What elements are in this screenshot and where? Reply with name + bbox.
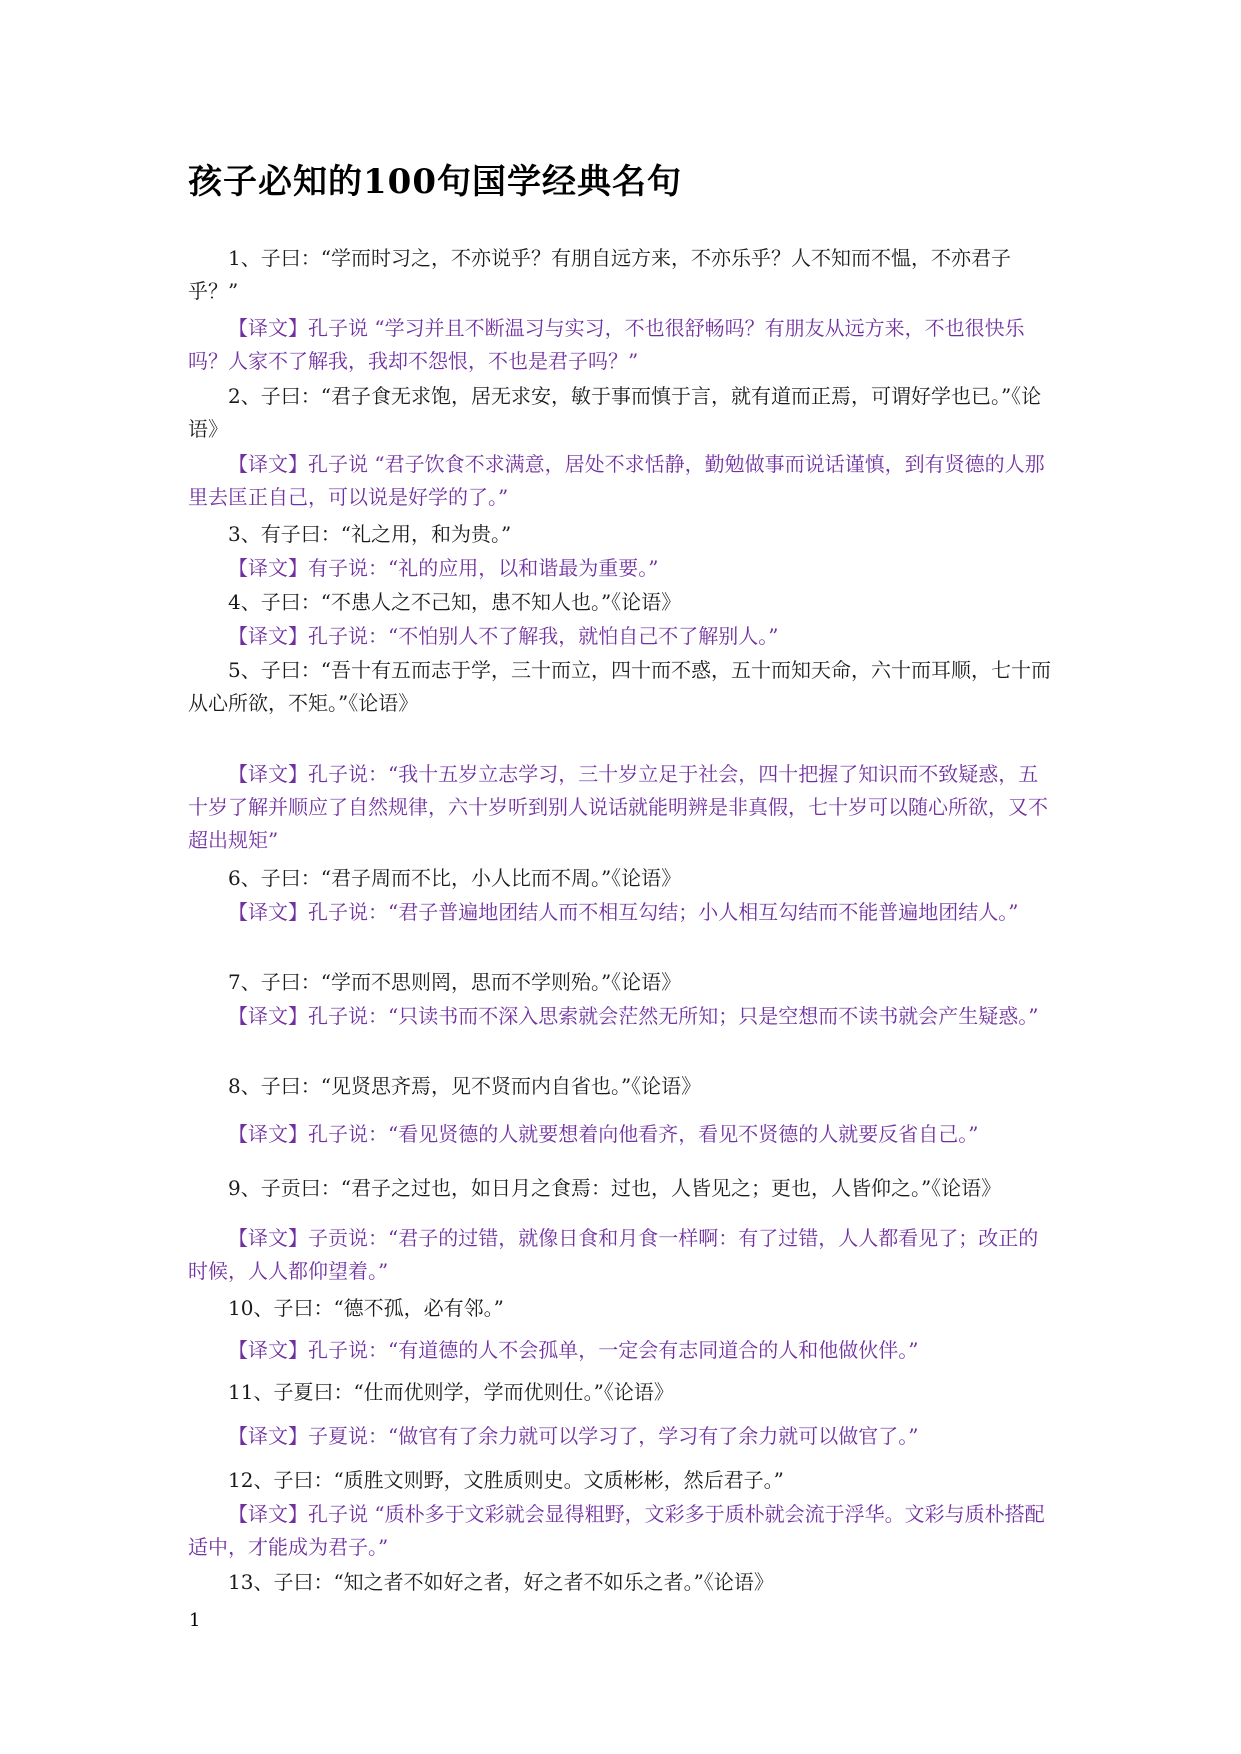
quote-6 xyxy=(188,862,1056,895)
translation-9 xyxy=(188,1222,1056,1288)
translation-tag: 【译文】 xyxy=(228,900,308,924)
quote-text: 8、子曰：“见贤思齐焉，见不贤而内自省也。”《论语》 xyxy=(228,1074,702,1098)
translation-tag: 【译文】 xyxy=(228,1122,308,1146)
translation-tag: 【译文】 xyxy=(228,556,308,580)
page-number: 1 xyxy=(189,1610,201,1631)
translation-11 xyxy=(188,1420,1056,1453)
translation-tag: 【译文】 xyxy=(228,1226,308,1250)
translation-1 xyxy=(188,312,1056,378)
translation-tag: 【译文】 xyxy=(228,1502,308,1526)
quote-text: 9、子贡曰：“君子之过也，如日月之食焉：过也，人皆见之；更也，人皆仰之。”《论语》 xyxy=(228,1176,1002,1200)
translation-7 xyxy=(188,1000,1056,1033)
translation-text: 孔子说：“只读书而不深入思索就会茫然无所知；只是空想而不读书就会产生疑惑。” xyxy=(308,1004,1039,1028)
quote-11 xyxy=(188,1376,1056,1409)
quote-12 xyxy=(188,1464,1056,1497)
translation-text: 孔子说：“我十五岁立志学习，三十岁立足于社会，四十把握了知识而不致疑惑，五十岁了解并顺应了自然规律，六十岁听到别人说话就能明辨是非真假，七十岁可以随心所欲，又不超出规矩” xyxy=(188,762,1048,852)
quote-text: 3、有子曰：“礼之用，和为贵。” xyxy=(228,522,512,546)
quote-5 xyxy=(188,654,1056,720)
translation-12 xyxy=(188,1498,1056,1564)
quote-text: 11、子夏曰：“仕而优则学，学而优则仕。”《论语》 xyxy=(228,1380,674,1404)
translation-text: 子贡说：“君子的过错，就像日食和月食一样啊：有了过错，人人都看见了；改正的时候，人人都仰望着。” xyxy=(188,1226,1039,1283)
quote-text: 13、子曰：“知之者不如好之者，好之者不如乐之者。”《论语》 xyxy=(228,1570,774,1594)
quote-text: 6、子曰：“君子周而不比，小人比而不周。”《论语》 xyxy=(228,866,682,890)
quote-10 xyxy=(188,1292,1056,1325)
quote-4 xyxy=(188,586,1056,619)
quote-7 xyxy=(188,966,1056,999)
translation-text: 孔子说 “质朴多于文彩就会显得粗野，文彩多于质朴就会流于浮华。文彩与质朴搭配适中，才能成为君子。” xyxy=(188,1502,1045,1559)
translation-text: 孔子说：“看见贤德的人就要想着向他看齐，看见不贤德的人就要反省自己。” xyxy=(308,1122,979,1146)
translation-text: 子夏说：“做官有了余力就可以学习了，学习有了余力就可以做官了。” xyxy=(308,1424,919,1448)
quote-3 xyxy=(188,518,1056,551)
quote-text: 10、子曰：“德不孤，必有邻。” xyxy=(228,1296,504,1320)
translation-tag: 【译文】 xyxy=(228,316,308,340)
translation-tag: 【译文】 xyxy=(228,452,308,476)
translation-2 xyxy=(188,448,1056,514)
translation-text: 孔子说：“不怕别人不了解我，就怕自己不了解别人。” xyxy=(308,624,779,648)
quote-text: 4、子曰：“不患人之不己知，患不知人也。”《论语》 xyxy=(228,590,682,614)
translation-text: 孔子说 “学习并且不断温习与实习，不也很舒畅吗？有朋友从远方来，不也很快乐吗？人家不了解我，我却不怨恨，不也是君子吗？” xyxy=(188,316,1025,373)
quote-9 xyxy=(188,1172,1056,1205)
translation-tag: 【译文】 xyxy=(228,1424,308,1448)
quote-8 xyxy=(188,1070,1056,1103)
translation-6 xyxy=(188,896,1056,929)
translation-8 xyxy=(188,1118,1056,1151)
translation-tag: 【译文】 xyxy=(228,1004,308,1028)
translation-tag: 【译文】 xyxy=(228,762,308,786)
quote-1 xyxy=(188,242,1056,308)
translation-tag: 【译文】 xyxy=(228,1338,308,1362)
translation-text: 有子说：“礼的应用，以和谐最为重要。” xyxy=(308,556,659,580)
quote-text: 1、子曰：“学而时习之，不亦说乎？有朋自远方来，不亦乐乎？人不知而不愠，不亦君子乎？” xyxy=(188,246,1011,303)
quote-2 xyxy=(188,380,1056,446)
quote-13 xyxy=(188,1566,1056,1599)
quote-text: 7、子曰：“学而不思则罔，思而不学则殆。”《论语》 xyxy=(228,970,682,994)
quote-text: 5、子曰：“吾十有五而志于学，三十而立，四十而不惑，五十而知天命，六十而耳顺，七十而从心所欲，不矩。”《论语》 xyxy=(188,658,1051,715)
quote-text: 2、子曰：“君子食无求饱，居无求安，敏于事而慎于言，就有道而正焉，可谓好学也已。”《论语》 xyxy=(188,384,1042,441)
translation-3 xyxy=(188,552,1056,585)
translation-5 xyxy=(188,758,1056,857)
translation-10 xyxy=(188,1334,1056,1367)
translation-4 xyxy=(188,620,1056,653)
translation-text: 孔子说：“君子普遍地团结人而不相互勾结；小人相互勾结而不能普遍地团结人。” xyxy=(308,900,1019,924)
translation-text: 孔子说 “君子饮食不求满意，居处不求恬静，勤勉做事而说话谨慎，到有贤德的人那里去匡正自己，可以说是好学的了。” xyxy=(188,452,1045,509)
translation-tag: 【译文】 xyxy=(228,624,308,648)
translation-text: 孔子说：“有道德的人不会孤单，一定会有志同道合的人和他做伙伴。” xyxy=(308,1338,919,1362)
quote-text: 12、子曰：“质胜文则野，文胜质则史。文质彬彬，然后君子。” xyxy=(228,1468,784,1492)
page-title: 孩子必知的100句国学经典名句 xyxy=(188,162,682,202)
